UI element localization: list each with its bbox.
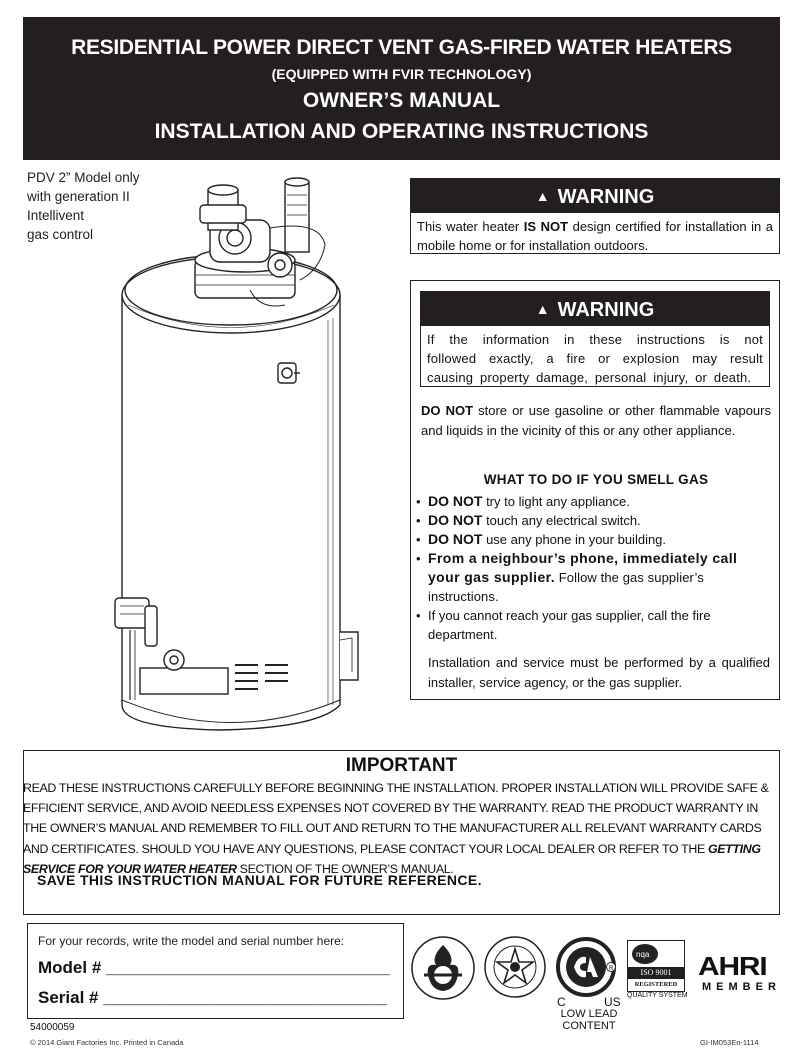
- warning-heading: ▲ WARNING: [411, 179, 779, 213]
- csa-us-mark: US: [604, 995, 621, 1009]
- save-manual-notice: SAVE THIS INSTRUCTION MANUAL FOR FUTURE REFERENCE.: [37, 872, 482, 888]
- csa-gas-certified-logo: [410, 935, 476, 1001]
- list-item: • DO NOT try to light any appliance.: [416, 492, 772, 511]
- installation-note: Installation and service must be performed by a qualified installer, service agency, or the gas supplier.: [428, 655, 770, 690]
- ahri-logo: AHRI: [698, 951, 767, 981]
- csa-c-mark: C: [557, 995, 566, 1009]
- warning-text: If the information in these instructions is not followed exactly, a fire or explosion may result causing property damage, personal injury, or death.: [427, 332, 763, 385]
- warning-heading: ▲ WARNING: [421, 292, 769, 326]
- document-title: RESIDENTIAL POWER DIRECT VENT GAS-FIRED WATER HEATERS: [71, 36, 732, 59]
- csa-logo: [556, 935, 620, 1001]
- nqa-icon: [630, 942, 660, 966]
- instructions-title: INSTALLATION AND OPERATING INSTRUCTIONS: [154, 120, 649, 143]
- copyright-notice: © 2014 Giant Factories Inc. Printed in Canada: [30, 1038, 184, 1047]
- important-title: IMPORTANT: [345, 755, 458, 776]
- warning-box-inner: [420, 291, 770, 387]
- warning-text: This water heater IS NOT design certified for installation in a mobile home or for installation outdoors.: [417, 219, 773, 253]
- smell-gas-list: [416, 492, 772, 644]
- list-item: • From a neighbour’s phone, immediately call your gas supplier. Follow the gas supplier’s instructions.: [416, 549, 772, 606]
- design-certified-star-logo: [483, 935, 547, 999]
- document-number: 54000059: [30, 1022, 75, 1033]
- do-not-paragraph: DO NOT store or use gasoline or other flammable vapours and liquids in the vicinity of this or any other appliance.: [421, 403, 771, 438]
- list-item: • If you cannot reach your gas supplier, call the fire department.: [416, 606, 772, 644]
- quality-system-label: QUALITY SYSTEM: [627, 992, 688, 999]
- list-item: • DO NOT touch any electrical switch.: [416, 511, 772, 530]
- water-heater-illustration: [100, 160, 365, 740]
- svg-text:nqa: nqa: [636, 950, 650, 959]
- list-item: • DO NOT use any phone in your building.: [416, 530, 772, 549]
- document-subtitle: (EQUIPPED WITH FVIR TECHNOLOGY): [271, 66, 532, 82]
- ahri-member-label: MEMBER: [702, 981, 781, 993]
- smell-gas-heading: WHAT TO DO IF YOU SMELL GAS: [483, 472, 709, 487]
- low-lead-label: LOW LEAD CONTENT: [560, 1008, 618, 1032]
- warning-box-installation: [410, 178, 780, 254]
- header-band: [23, 17, 780, 160]
- iso-registered-logo: nqa ISO 9001 REGISTERED: [627, 940, 685, 992]
- serial-number-field: Serial # ______________________________: [38, 988, 387, 1007]
- warning-triangle-icon: ▲: [535, 188, 550, 204]
- svg-text:R: R: [609, 966, 614, 972]
- important-text: READ THESE INSTRUCTIONS CAREFULLY BEFORE BEGINNING THE INSTALLATION. PROPER INSTALLATION WILL PROVIDE SAFE & EFFICIENT SERVICE, AND AVOID NEEDLESS EXPENSES NOT COVERED BY THE WARRANTY. READ THE PRODUCT WARRANTY IN THE OWNER’S MANUAL AND REMEMBER TO FILL OUT AND RETURN TO THE MANUFACTURER ALL RELEVANT WARRANTY CARDS AND CERTIFICATES. SHOULD YOU HAVE ANY QUESTIONS, PLEASE CONTACT YOUR LOCAL DEALER OR REFER TO THE GETTING SERVICE FOR YOUR WATER HEATER SECTION OF THE OWNER’S MANUAL.: [23, 781, 769, 876]
- model-caption: PDV 2” Model only with generation II Intellivent gas control: [27, 170, 140, 242]
- warning-triangle-icon: ▲: [535, 301, 550, 317]
- model-number-field: Model # ______________________________: [38, 958, 390, 977]
- records-hint: For your records, write the model and serial number here:: [38, 934, 345, 948]
- manual-title: OWNER’S MANUAL: [302, 89, 501, 112]
- document-code: GI-IM053En-1114: [700, 1038, 759, 1047]
